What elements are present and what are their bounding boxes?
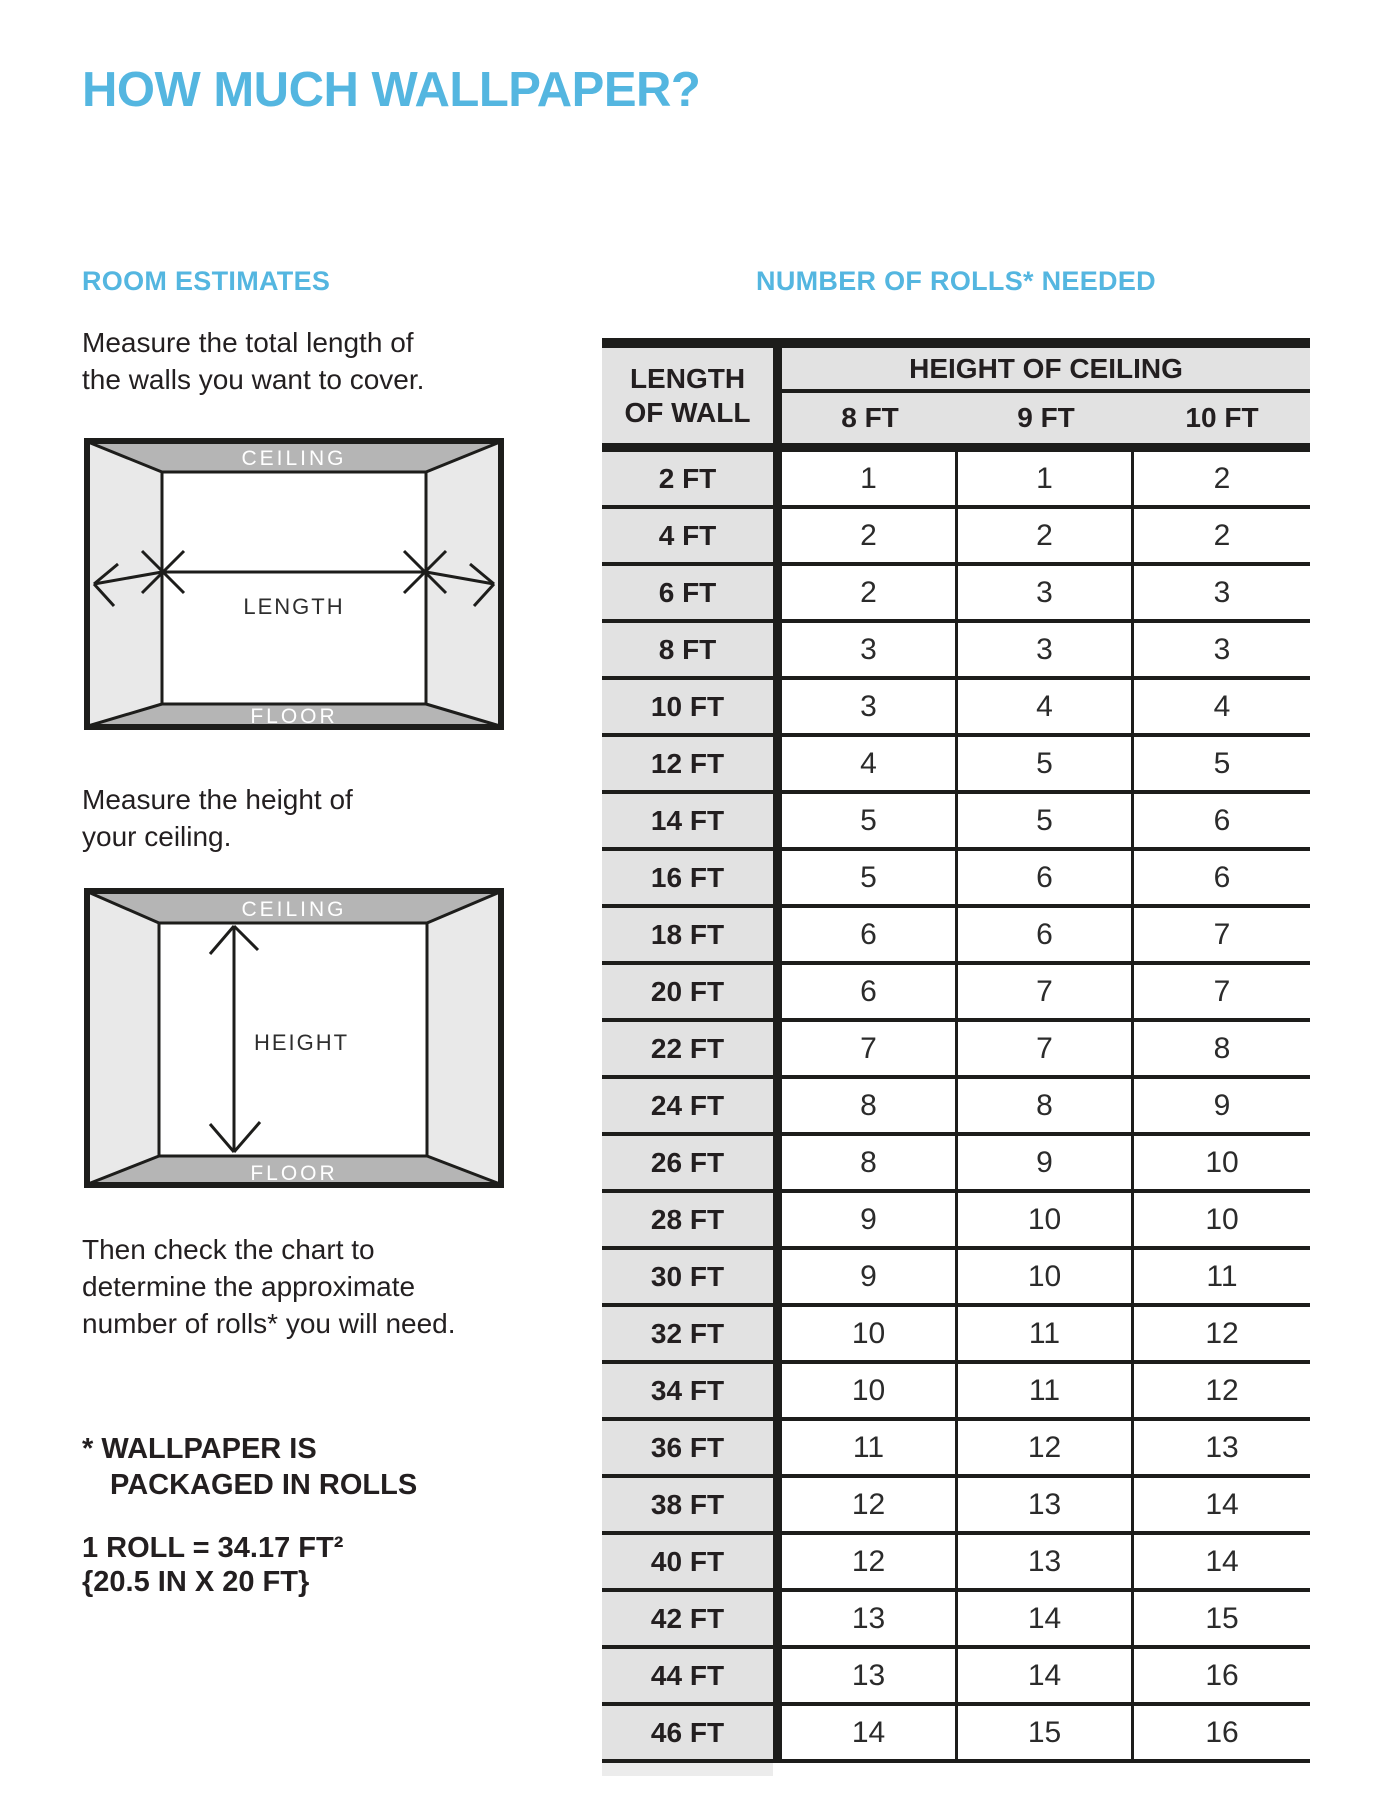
table-row (602, 965, 1310, 1022)
row-label: 44 FT (602, 1649, 782, 1702)
cell-8ft: 11 (782, 1421, 958, 1474)
roll-size-line: 1 ROLL = 34.17 FT² (82, 1532, 344, 1564)
back-wall-panel (162, 472, 426, 704)
table-footer-tab (602, 1763, 773, 1776)
cell-10ft: 4 (1213, 689, 1231, 723)
cell-9ft: 11 (958, 1364, 1134, 1417)
cell-10ft: 7 (1213, 974, 1231, 1008)
cell-8ft: 8 (782, 1136, 958, 1189)
table-row (602, 908, 1310, 965)
column-header-10ft: 10 FT (1185, 402, 1259, 433)
cell-10ft: 10 (1205, 1202, 1239, 1236)
cell-9ft: 4 (958, 680, 1134, 733)
row-label: 14 FT (602, 794, 782, 847)
roll-size-info (82, 1531, 343, 1599)
cell-10ft: 10 (1205, 1145, 1239, 1179)
column-header-8ft: 8 FT (841, 402, 899, 433)
row-label: 34 FT (602, 1364, 782, 1417)
measure-height-paragraph (82, 781, 353, 855)
cell-10ft: 6 (1213, 860, 1231, 894)
cell-8ft: 4 (782, 737, 958, 790)
cell-10ft: 16 (1205, 1658, 1239, 1692)
cell-9ft: 10 (958, 1250, 1134, 1303)
cell-8ft: 2 (782, 509, 958, 562)
cell-8ft: 8 (782, 1079, 958, 1132)
footnote-line: * WALLPAPER IS (82, 1433, 317, 1465)
cell-8ft: 10 (782, 1307, 958, 1360)
cell-8ft: 14 (782, 1706, 958, 1759)
row-label: 42 FT (602, 1592, 782, 1645)
cell-9ft: 5 (958, 737, 1134, 790)
row-label: 10 FT (602, 680, 782, 733)
cell-9ft: 11 (958, 1307, 1134, 1360)
header-line: LENGTH (629, 362, 746, 394)
table-row (602, 1193, 1310, 1250)
floor-label: FLOOR (250, 1162, 338, 1185)
cell-9ft: 3 (958, 623, 1134, 676)
cell-10ft: 13 (1205, 1430, 1239, 1464)
cell-10ft: 11 (1206, 1259, 1238, 1293)
cell-9ft: 2 (958, 509, 1134, 562)
cell-9ft: 8 (958, 1079, 1134, 1132)
cell-8ft: 9 (782, 1250, 958, 1303)
row-label: 18 FT (602, 908, 782, 961)
cell-8ft: 6 (782, 908, 958, 961)
rolls-needed-heading: NUMBER OF ROLLS* NEEDED (756, 266, 1156, 296)
cell-8ft: 12 (782, 1478, 958, 1531)
room-length-diagram (84, 438, 504, 730)
cell-9ft: 13 (958, 1535, 1134, 1588)
height-of-ceiling-header (773, 348, 1310, 443)
table-header-divider (602, 443, 1310, 452)
cell-10ft: 3 (1213, 575, 1231, 609)
cell-8ft: 7 (782, 1022, 958, 1075)
column-header-9ft: 9 FT (1017, 402, 1075, 433)
paragraph-line: Measure the total length of (82, 327, 414, 358)
cell-9ft: 7 (958, 1022, 1134, 1075)
cell-10ft: 2 (1213, 518, 1231, 552)
cell-10ft: 8 (1213, 1031, 1231, 1065)
table-row (602, 737, 1310, 794)
table-row (602, 1079, 1310, 1136)
row-label: 32 FT (602, 1307, 782, 1360)
cell-9ft: 13 (958, 1478, 1134, 1531)
cell-8ft: 5 (782, 851, 958, 904)
measure-length-paragraph (82, 324, 424, 398)
roll-size-line: {20.5 IN X 20 FT} (82, 1566, 310, 1598)
cell-8ft: 6 (782, 965, 958, 1018)
cell-10ft: 3 (1213, 632, 1231, 666)
table-row (602, 1364, 1310, 1421)
cell-8ft: 10 (782, 1364, 958, 1417)
table-row (602, 452, 1310, 509)
height-of-ceiling-label: HEIGHT OF CEILING (782, 348, 1310, 393)
room-estimates-heading: ROOM ESTIMATES (82, 266, 331, 296)
paragraph-line: Measure the height of (82, 784, 353, 815)
cell-10ft: 5 (1213, 746, 1231, 780)
cell-8ft: 12 (782, 1535, 958, 1588)
row-label: 2 FT (602, 452, 782, 505)
length-label: LENGTH (243, 594, 345, 619)
ceiling-label: CEILING (241, 898, 347, 921)
table-row (602, 1592, 1310, 1649)
cell-10ft: 14 (1205, 1487, 1239, 1521)
table-row (602, 1478, 1310, 1535)
ceiling-label: CEILING (241, 447, 347, 470)
row-label: 40 FT (602, 1535, 782, 1588)
cell-10ft: 16 (1205, 1715, 1239, 1749)
row-label: 26 FT (602, 1136, 782, 1189)
paragraph-line: number of rolls* you will need. (82, 1308, 456, 1339)
table-row (602, 851, 1310, 908)
cell-10ft: 6 (1213, 803, 1231, 837)
cell-9ft: 15 (958, 1706, 1134, 1759)
rolls-footnote (82, 1431, 417, 1503)
cell-9ft: 14 (958, 1592, 1134, 1645)
length-of-wall-header (602, 348, 773, 443)
row-label: 36 FT (602, 1421, 782, 1474)
cell-9ft: 3 (958, 566, 1134, 619)
table-row (602, 794, 1310, 851)
cell-9ft: 7 (958, 965, 1134, 1018)
left-wall-panel (87, 891, 159, 1185)
cell-8ft: 3 (782, 680, 958, 733)
cell-10ft: 14 (1205, 1544, 1239, 1578)
paragraph-line: Then check the chart to (82, 1234, 375, 1265)
right-wall-panel (427, 891, 501, 1185)
table-row (602, 509, 1310, 566)
check-chart-paragraph (82, 1231, 456, 1342)
row-label: 38 FT (602, 1478, 782, 1531)
table-row (602, 1706, 1310, 1763)
row-label: 8 FT (602, 623, 782, 676)
cell-10ft: 7 (1213, 917, 1231, 951)
table-row (602, 680, 1310, 737)
cell-10ft: 2 (1213, 461, 1231, 495)
cell-8ft: 13 (782, 1592, 958, 1645)
row-label: 46 FT (602, 1706, 782, 1759)
cell-10ft: 12 (1205, 1316, 1239, 1350)
row-label: 22 FT (602, 1022, 782, 1075)
room-height-diagram (84, 888, 504, 1188)
paragraph-line: determine the approximate (82, 1271, 416, 1302)
table-row (602, 1649, 1310, 1706)
row-label: 6 FT (602, 566, 782, 619)
cell-8ft: 2 (782, 566, 958, 619)
cell-9ft: 6 (958, 851, 1134, 904)
cell-9ft: 9 (958, 1136, 1134, 1189)
footnote-line: PACKAGED IN ROLLS (110, 1469, 418, 1501)
cell-8ft: 13 (782, 1649, 958, 1702)
row-label: 24 FT (602, 1079, 782, 1132)
table-top-border (602, 338, 1310, 348)
height-label: HEIGHT (254, 1030, 350, 1055)
page-title: HOW MUCH WALLPAPER? (82, 63, 701, 117)
table-row (602, 1136, 1310, 1193)
row-label: 20 FT (602, 965, 782, 1018)
cell-9ft: 12 (958, 1421, 1134, 1474)
row-label: 28 FT (602, 1193, 782, 1246)
table-header (602, 348, 1310, 443)
cell-10ft: 12 (1205, 1373, 1239, 1407)
table-row (602, 1421, 1310, 1478)
table-row (602, 1022, 1310, 1079)
cell-9ft: 1 (958, 452, 1134, 505)
row-label: 16 FT (602, 851, 782, 904)
table-row (602, 566, 1310, 623)
cell-8ft: 5 (782, 794, 958, 847)
cell-8ft: 9 (782, 1193, 958, 1246)
cell-10ft: 15 (1205, 1601, 1239, 1635)
table-row (602, 1307, 1310, 1364)
rolls-table (602, 338, 1310, 1776)
cell-9ft: 14 (958, 1649, 1134, 1702)
floor-label: FLOOR (250, 705, 338, 728)
cell-8ft: 1 (782, 452, 958, 505)
table-row (602, 1250, 1310, 1307)
table-row (602, 623, 1310, 680)
header-line: OF WALL (624, 396, 751, 428)
cell-9ft: 6 (958, 908, 1134, 961)
cell-10ft: 9 (1213, 1088, 1231, 1122)
cell-9ft: 5 (958, 794, 1134, 847)
cell-8ft: 3 (782, 623, 958, 676)
row-label: 30 FT (602, 1250, 782, 1303)
row-label: 4 FT (602, 509, 782, 562)
row-label: 12 FT (602, 737, 782, 790)
paragraph-line: the walls you want to cover. (82, 364, 425, 395)
table-row (602, 1535, 1310, 1592)
cell-9ft: 10 (958, 1193, 1134, 1246)
paragraph-line: your ceiling. (82, 821, 232, 852)
ceiling-height-columns (782, 393, 1310, 443)
